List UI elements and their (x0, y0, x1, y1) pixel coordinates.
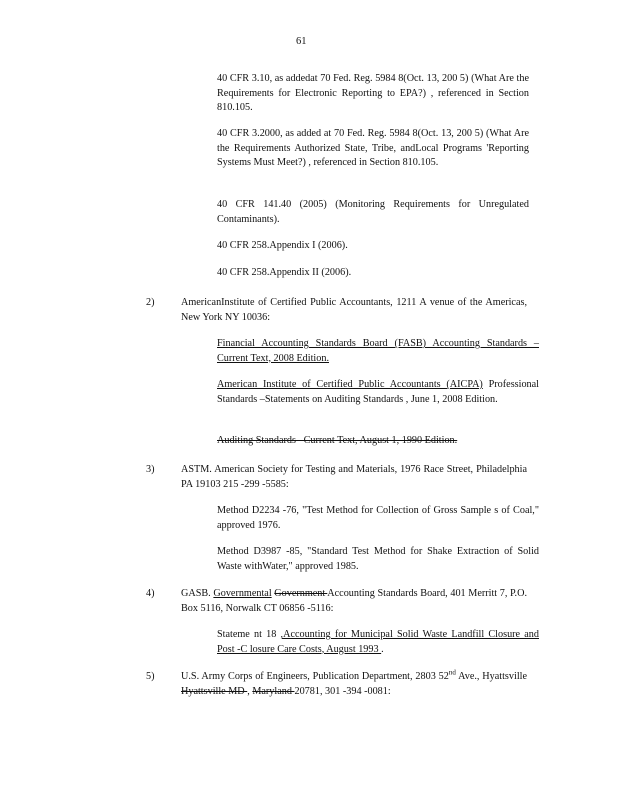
item-number-3: 3) (146, 464, 155, 475)
item-4-organization (181, 587, 527, 616)
auditing-standards-text: Auditing Standards –Current Text, August 1, 1990 Edition. (217, 435, 458, 446)
cfr-reference-4: 40 CFR 258.Appendix I (2006). (217, 240, 348, 251)
usace-tail: 20781, 301 -394 -0081: (294, 685, 391, 697)
item-3-organization: ASTM. American Society for Testing and Materials, 1976 Race Street, Philadelphia PA 19103 215 -299 -5585: (181, 464, 527, 490)
usace-comma: , (247, 685, 253, 697)
gasb-rest: Accounting Standards Board, 401 Merritt 7, P.O. Box 5116, Norwalk CT 06856 -5116: (181, 588, 528, 614)
gasb-removed-word: Government (274, 588, 328, 599)
item-number-2: 2) (146, 297, 155, 308)
gasb-statement-title: ,Accounting for Municipal Solid Waste Landfill Closure and Post -C losure Care Costs, August 1993 (217, 629, 539, 655)
cfr-reference-1: 40 CFR 3.10, as addedat 70 Fed. Reg. 5984 8(Oct. 13, 200 5) (What Are the Requirements for Electronic Reporting to EPA?) , referenced in Section 810.105. (217, 73, 529, 113)
usace-city: Hyattsville (482, 671, 528, 682)
gasb-lead: GASB. (181, 588, 211, 599)
aicpa-reference (217, 378, 539, 407)
usace-state-struck: Maryland (252, 685, 295, 697)
item-5-organization (181, 670, 527, 699)
cfr-reference-2: 40 CFR 3.2000, as added at 70 Fed. Reg. 5984 8(Oct. 13, 200 5) (What Are the Requirements Authorized State, Tribe, andLocal Programs 'Reporting Systems Must Meet?) , referenced in Section 810.105. (217, 128, 529, 168)
aicpa-reference-rest: Professional Standards –Statements on Auditing Standards , June 1, 2008 Edition. (217, 379, 539, 405)
gasb-statement (217, 628, 539, 657)
astm-method-1: Method D2234 -76, "Test Method for Collection of Gross Sample s of Coal," approved 1976. (217, 505, 539, 531)
cfr-reference-5: 40 CFR 258.Appendix II (2006). (217, 267, 352, 278)
page-number: 61 (296, 36, 307, 47)
gasb-added-word: Governmental (213, 588, 272, 599)
fasb-reference-text: Financial Accounting Standards Board (FASB) Accounting Standards –Current Text, 2008 Edition. (217, 338, 539, 364)
usace-line1-end: Ave., (458, 671, 480, 682)
auditing-standards-struck (217, 434, 539, 449)
aicpa-reference-title: American Institute of Certified Public Accountants (AICPA) (217, 379, 483, 390)
usace-line1: U.S. Army Corps of Engineers, Publication Department, 2803 52 (181, 671, 449, 682)
item-number-4: 4) (146, 588, 155, 599)
cfr-reference-3: 40 CFR 141.40 (2005) (Monitoring Requirements for Unregulated Contaminants). (217, 199, 529, 225)
usace-city-struck: Hyattsville MD (181, 685, 248, 697)
gasb-statement-suffix: . (381, 643, 384, 655)
item-number-5: 5) (146, 671, 155, 682)
ordinal-suffix: nd (448, 668, 456, 677)
item-2-organization: AmericanInstitute of Certified Public Accountants, 1211 A venue of the Americas, New York NY 10036: (181, 297, 527, 323)
astm-method-2: Method D3987 -85, "Standard Test Method for Shake Extraction of Solid Waste withWater," approved 1985. (217, 546, 539, 572)
gasb-statement-prefix: Stateme nt 18 (217, 629, 281, 640)
fasb-reference (217, 337, 539, 366)
